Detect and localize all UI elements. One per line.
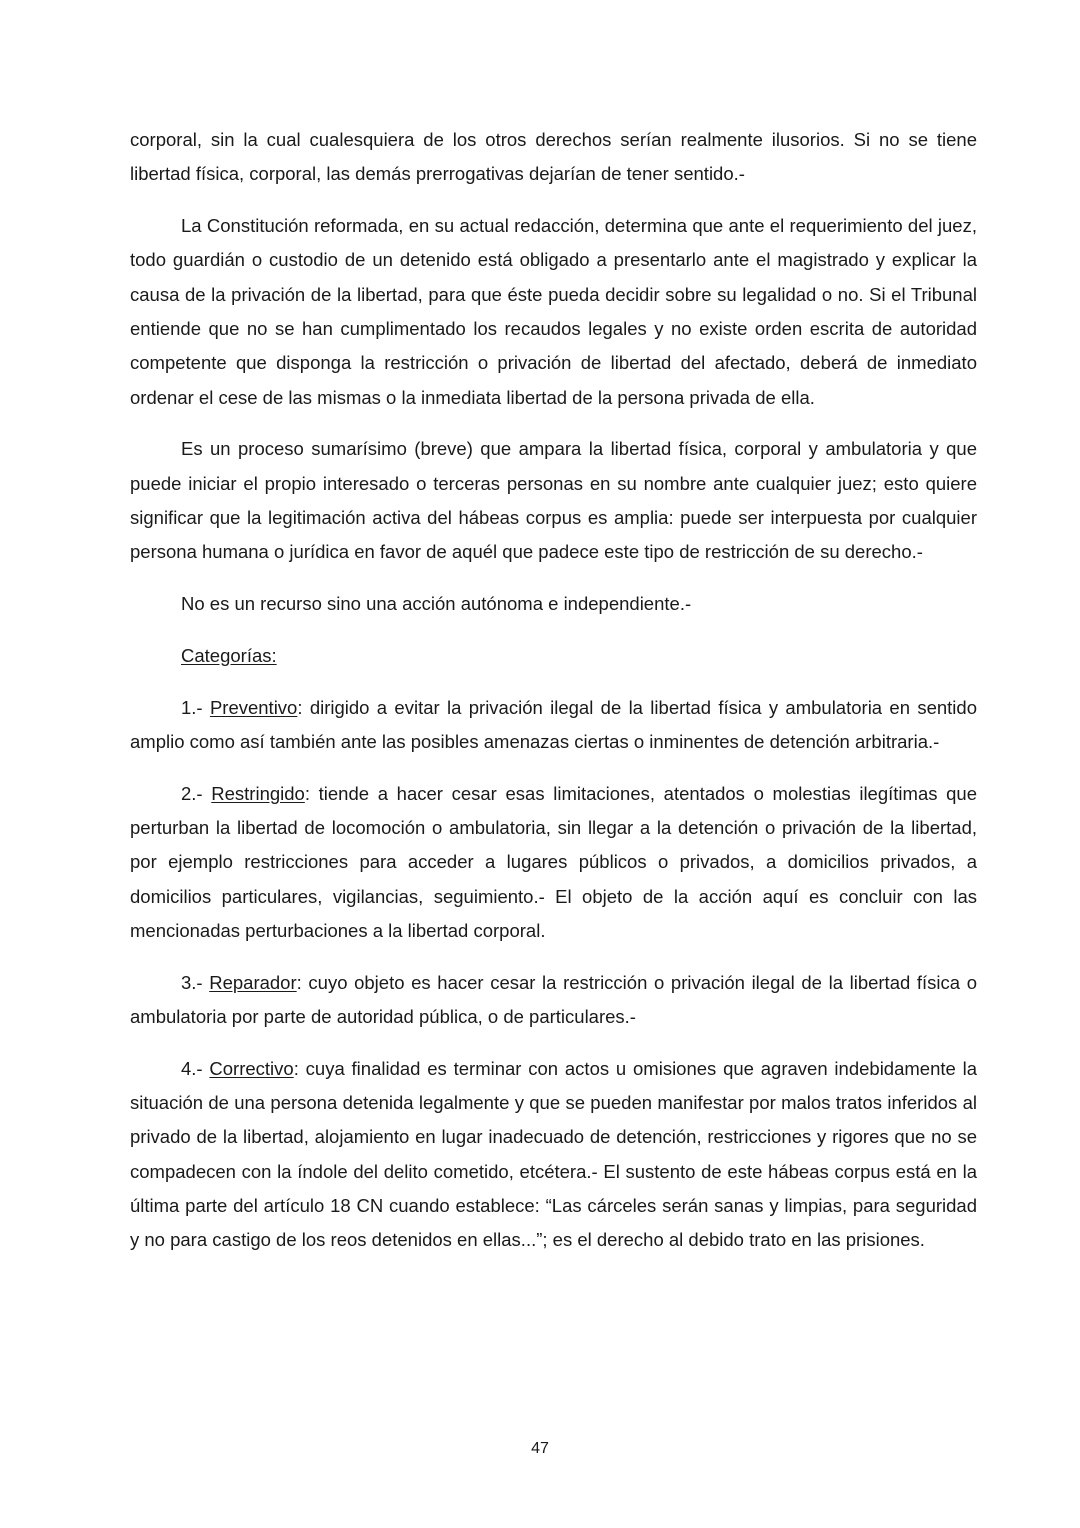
paragraph-autonomous-action: No es un recurso sino una acción autónoma e independiente.- <box>181 593 692 615</box>
category-number: 2.- <box>181 782 203 804</box>
page-number: 47 <box>531 1440 549 1457</box>
category-item <box>130 777 977 948</box>
category-description: : dirigido a evitar la privación ilegal de la libertad física y ambulatoria en sentido amplio como así también ante las posibles amenazas ciertas o inminentes de detención arbitraria.- <box>130 696 977 752</box>
categories-heading <box>130 639 977 673</box>
category-description: : tiende a hacer cesar esas limitaciones, atentados o molestias ilegítimas que perturban la libertad de locomoción o ambulatoria, sin llegar a la detención o privación de la libertad, por ejemplo restricciones para acceder a lugares públicos o privados, a domicilios privados, a domicilios particulares, vigilancias, seguimiento.- El objeto de la acción aquí es concluir con las mencionadas perturbaciones a la libertad corporal. <box>130 782 978 941</box>
category-item <box>130 1052 977 1258</box>
category-item <box>130 966 977 1035</box>
category-description: : cuyo objeto es hacer cesar la restricción o privación ilegal de la libertad física o ambulatoria por parte de autoridad pública, o de particulares.- <box>130 971 977 1028</box>
category-number: 4.- <box>181 1057 203 1079</box>
category-description: : cuya finalidad es terminar con actos u omisiones que agraven indebidamente la situación de una persona detenida legalmente y que se pueden manifestar por malos tratos inferidos al privado de la libertad, alojamiento en lugar inadecuado de detención, restricciones y rigores que no se compadecen con la índole del delito cometido, etcétera.- El sustento de este hábeas corpus está en la última parte del artículo 18 CN cuando establece: “Las cárceles serán sanas y limpias, para seguridad y no para castigo de los reos detenidos en ellas...”; es el derecho al debido trato en las prisiones. <box>130 1057 978 1251</box>
paragraph-summary-process: Es un proceso sumarísimo (breve) que ampara la libertad física, corporal y ambulatoria y que puede iniciar el propio interesado o terceras personas en su nombre ante cualquier juez; esto quiere significar que la legitimación activa del hábeas corpus es amplia: puede ser interpuesta por cualquier persona humana o jurídica en favor de aquél que padece este tipo de restricción de su derecho.- <box>130 438 977 563</box>
category-term: Correctivo <box>209 1057 294 1079</box>
paragraph-constitution: La Constitución reformada, en su actual redacción, determina que ante el requerimiento del juez, todo guardián o custodio de un detenido está obligado a presentarlo ante el magistrado y explicar la causa de la privación de la libertad, para que éste pueda decidir sobre su legalidad o no. Si el Tribunal entiende que no se han cumplimentado los recaudos legales y no existe orden escrita de autoridad competente que disponga la restricción o privación de libertad del afectado, deberá de inmediato ordenar el cese de las mismas o la inmediata libertad de la persona privada de ella. <box>130 215 977 408</box>
body-text <box>130 123 977 1258</box>
category-term: Preventivo <box>209 696 298 718</box>
category-number: 3.- <box>181 971 203 993</box>
category-term: Restringido <box>211 782 305 804</box>
category-item <box>130 691 977 760</box>
paragraph-continuation: corporal, sin la cual cualesquiera de los otros derechos serían realmente ilusorios. Si no se tiene libertad física, corporal, las demás prerrogativas dejarían de tener sentido.- <box>130 129 977 185</box>
categories-heading-text: Categorías: <box>181 644 277 666</box>
category-number: 1.- <box>181 696 203 718</box>
category-term: Reparador <box>209 971 297 993</box>
